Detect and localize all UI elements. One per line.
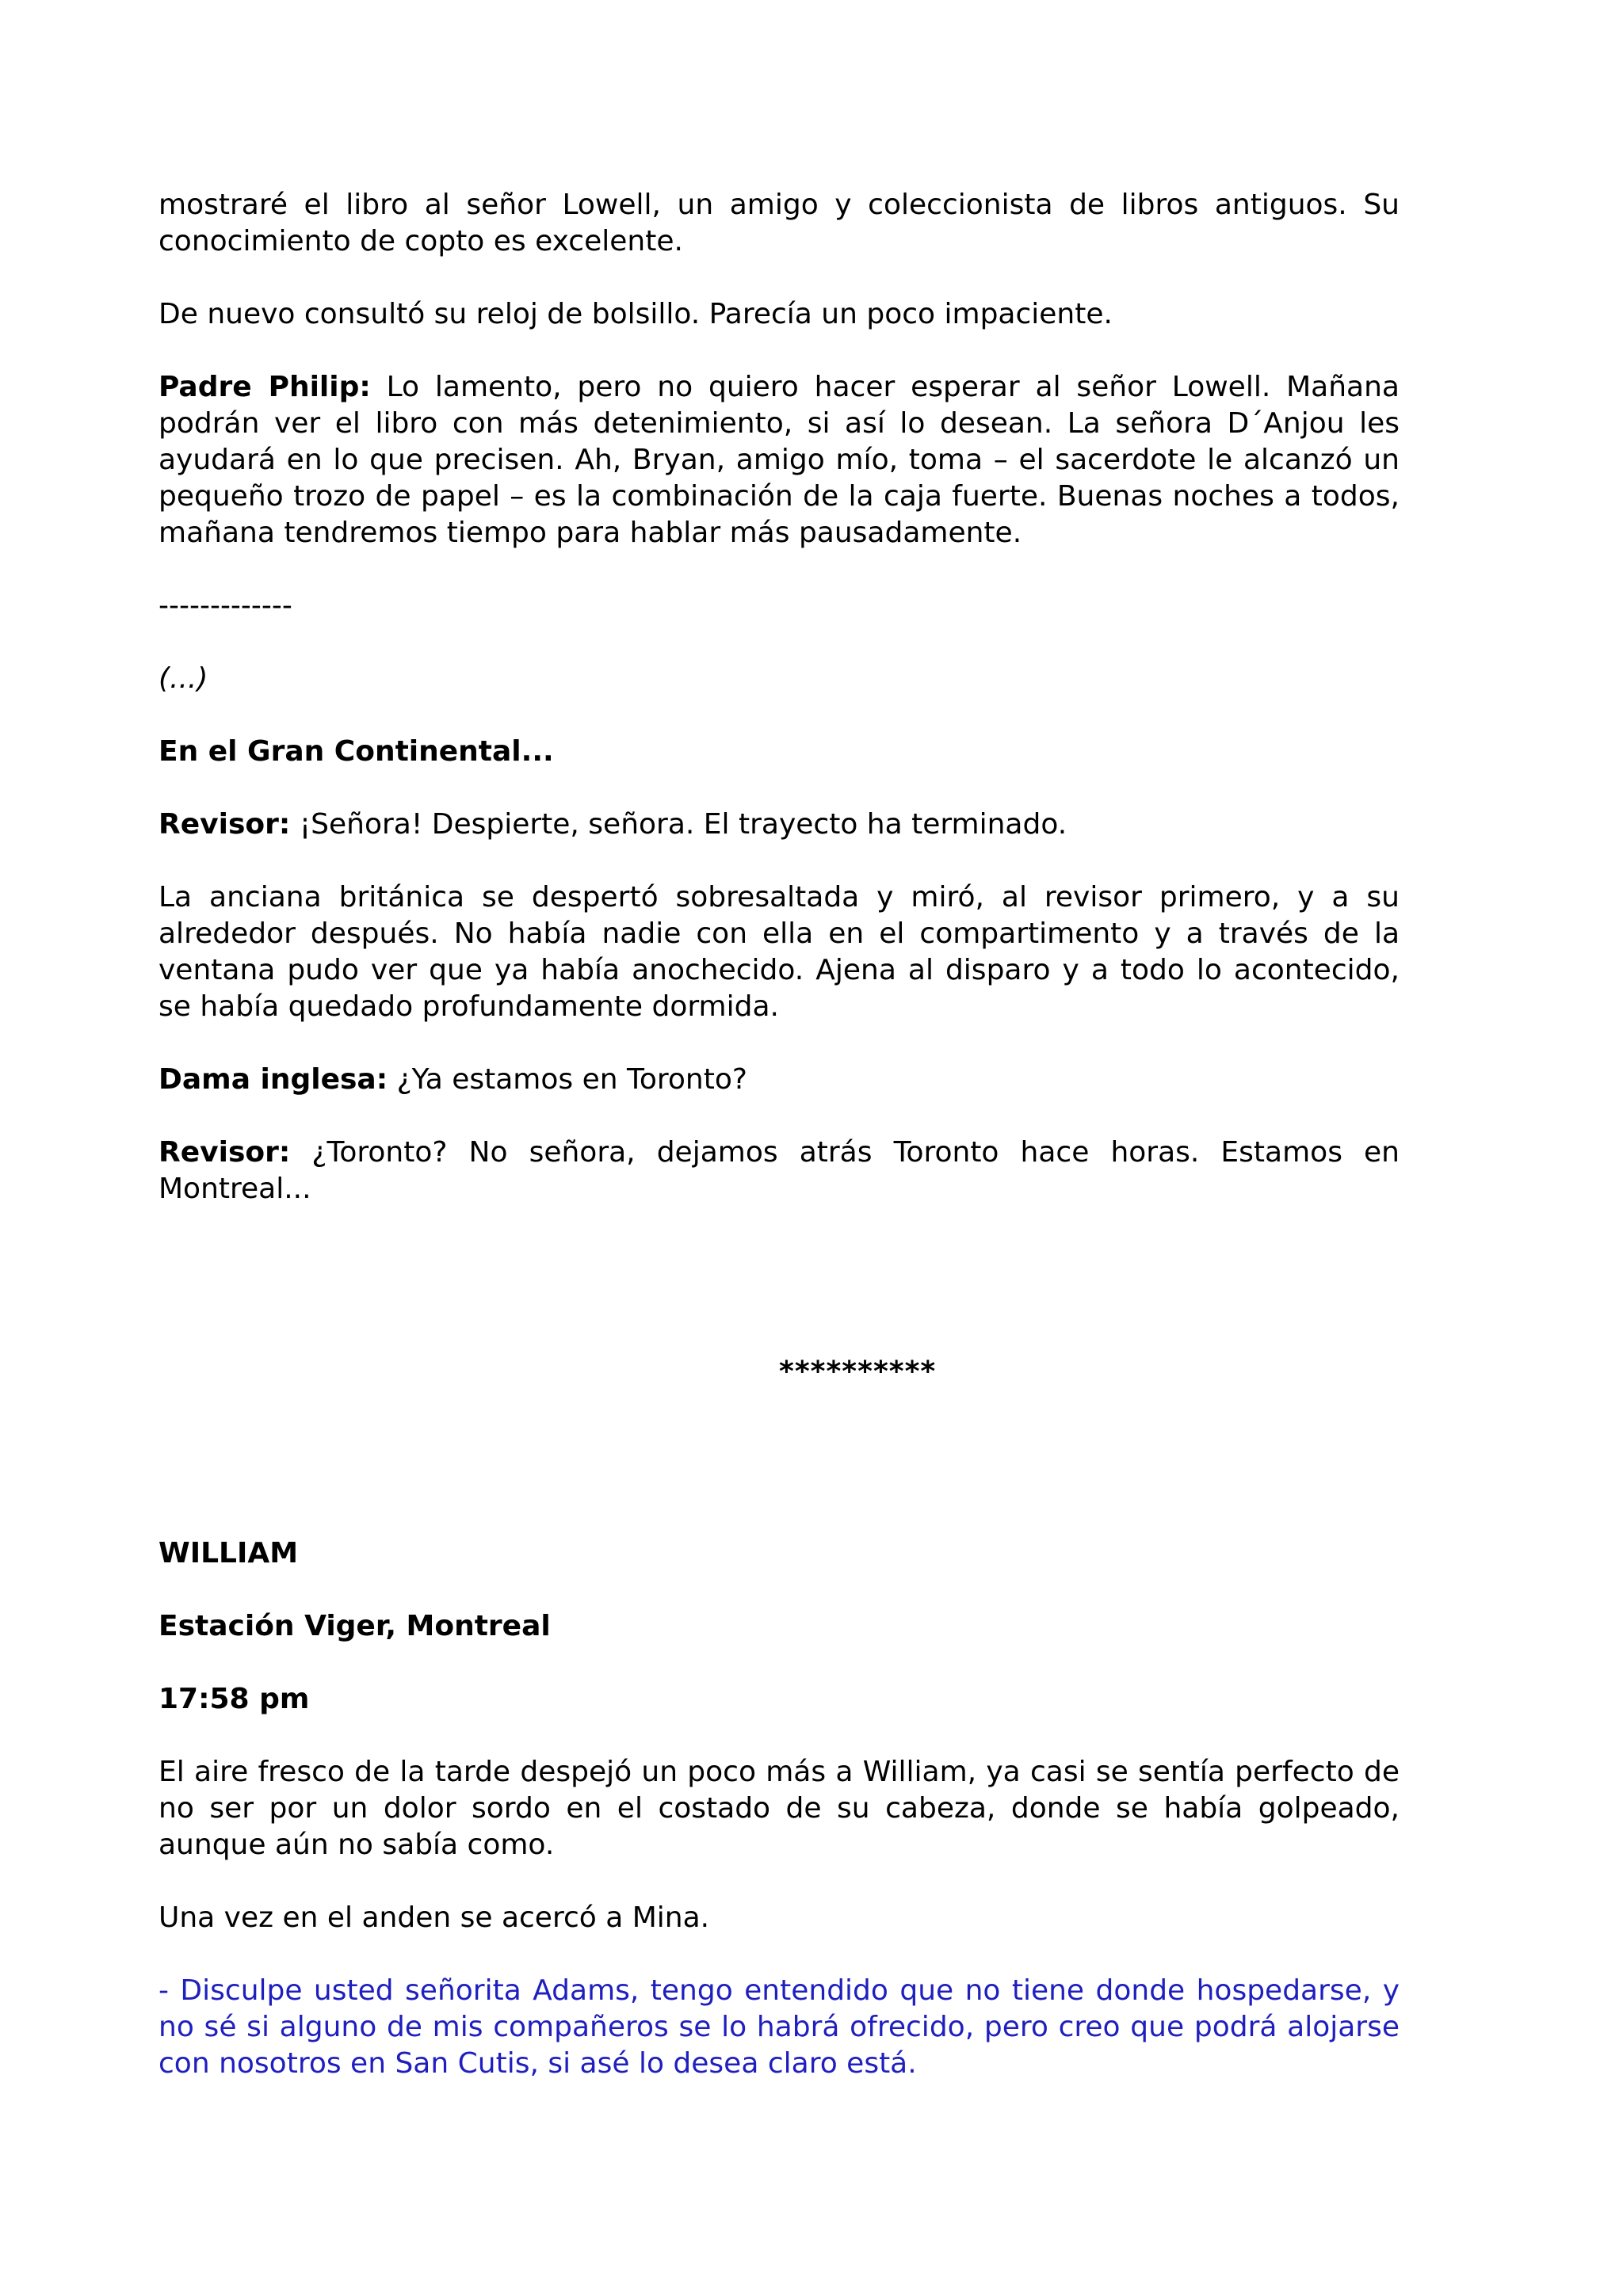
document-body-part1	[158, 187, 1400, 1244]
dialogue-paragraph	[158, 1062, 1400, 1098]
dialogue-text: ¿Ya estamos en Toronto?	[388, 1063, 747, 1096]
paragraph: La anciana británica se despertó sobresaltada y miró, al revisor primero, y a su alrededor después. No había nadie con ella en el compartimento y a través de la ventana pudo ver que ya había anochecido. Ajena al disparo y a todo lo acontecido, se había quedado profundamente dormida.	[158, 881, 1400, 1023]
dialogue-text: ¡Señora! Despierte, señora. El trayecto ha terminado.	[290, 808, 1067, 841]
paragraph: mostraré el libro al señor Lowell, un amigo y coleccionista de libros antiguos. Su conocimiento de copto es excelente.	[158, 189, 1400, 257]
paragraph: Una vez en el anden se acercó a Mina.	[158, 1901, 710, 1934]
dialogue-text: ¿Toronto? No señora, dejamos atrás Toronto hace horas. Estamos en Montreal...	[158, 1136, 1400, 1205]
dialogue-paragraph	[158, 369, 1400, 551]
dialogue-text: Lo lamento, pero no quiero hacer esperar al señor Lowell. Mañana podrán ver el libro con más detenimiento, si así lo desean. La señora D´Anjou les ayudará en lo que precisen. Ah, Bryan, amigo mío, toma – el sacerdote le alcanzó un pequeño trozo de papel – es la combinación de la caja fuerte. Buenas noches a todos, mañana tendremos tiempo para hablar más pausadamente.	[158, 371, 1400, 549]
ellipsis-marker: (...)	[158, 662, 208, 695]
dialogue-paragraph	[158, 1973, 1400, 2082]
location-heading: Estación Viger, Montreal	[158, 1610, 551, 1642]
time-heading: 17:58 pm	[158, 1683, 310, 1715]
section-separator: **********	[779, 1356, 937, 1388]
chapter-title: WILLIAM	[158, 1537, 299, 1569]
paragraph: De nuevo consultó su reloj de bolsillo. Parecía un poco impaciente.	[158, 298, 1113, 330]
dialogue-paragraph	[158, 1135, 1400, 1207]
speaker-label: Dama inglesa:	[158, 1063, 388, 1096]
divider-line: -------------	[158, 589, 292, 622]
document-body-part2	[158, 1535, 1400, 2119]
dialogue-text: Disculpe usted señorita Adams, tengo entendido que no tiene donde hospedarse, y no sé si alguno de mis compañeros se lo habrá ofrecido, pero creo que podrá alojarse con nosotros en San Cutis, si asé lo desea claro está.	[158, 1974, 1400, 2080]
speaker-label: Revisor:	[158, 808, 291, 841]
dialogue-paragraph	[158, 807, 1400, 843]
dialogue-dash: -	[158, 1974, 181, 2007]
scene-heading: En el Gran Continental...	[158, 735, 554, 768]
paragraph: El aire fresco de la tarde despejó un poco más a William, ya casi se sentía perfecto de no ser por un dolor sordo en el costado de su cabeza, donde se había golpeado, aunque aún no sabía como.	[158, 1756, 1400, 1861]
speaker-label: Revisor:	[158, 1136, 291, 1169]
speaker-label: Padre Philip:	[158, 371, 371, 403]
